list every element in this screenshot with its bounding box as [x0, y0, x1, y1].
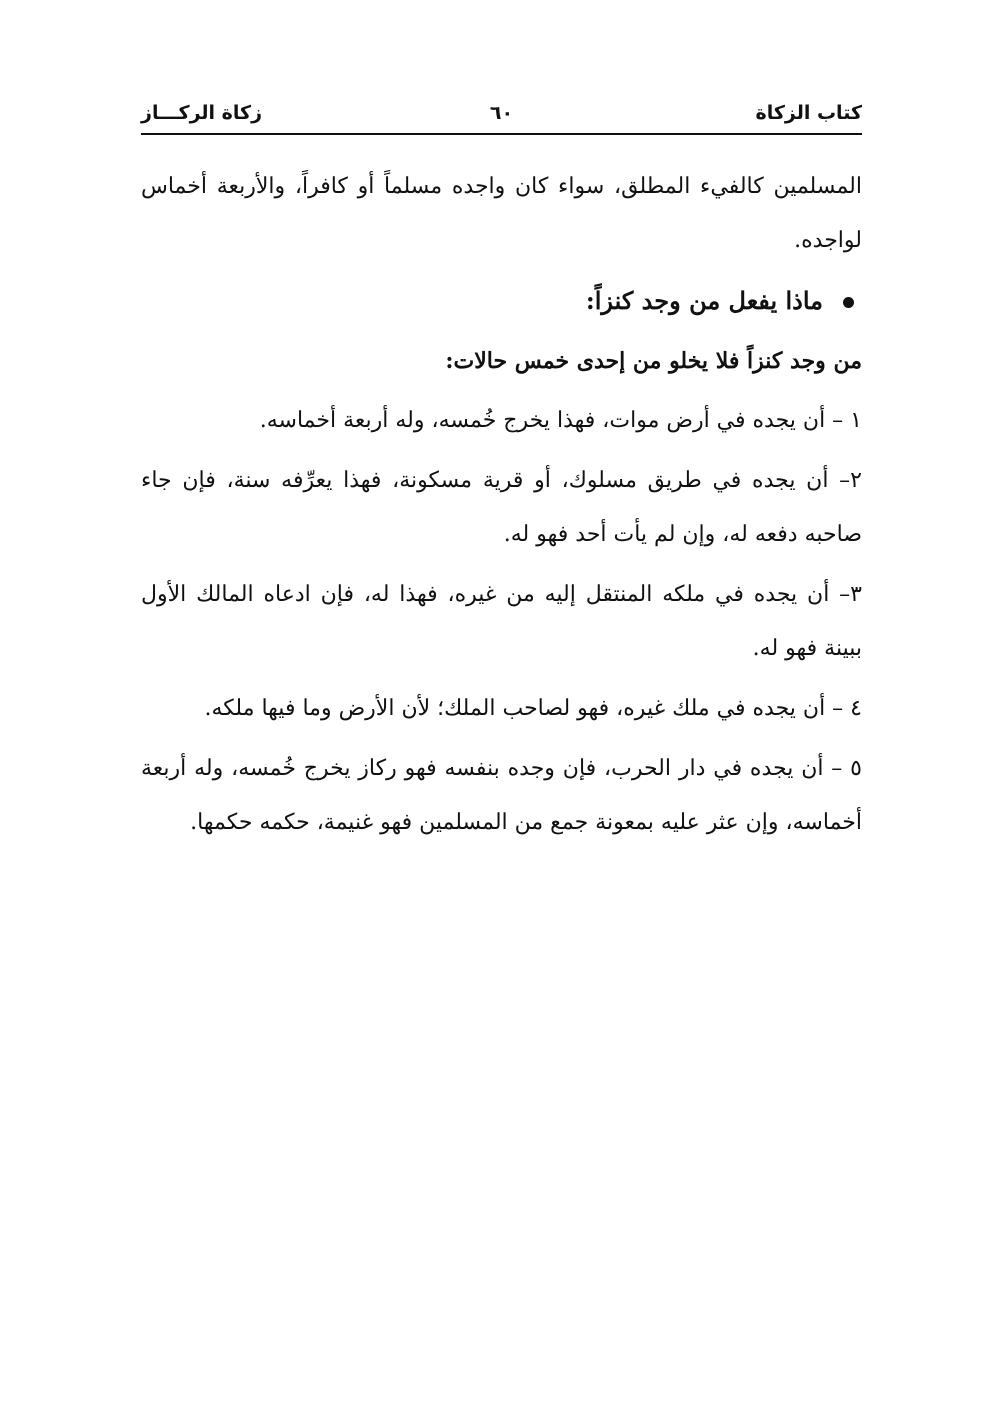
chapter-title: زكاة الركـــاز: [141, 102, 263, 124]
section-heading: [141, 274, 862, 328]
page-body: [141, 160, 862, 856]
intro-paragraph: من وجد كنزاً فلا يخلو من إحدى خمس حالات:: [445, 348, 862, 374]
case-item-4: ٤ – أن يجده في ملك غيره، فهو لصاحب الملك؛ لأن الأرض وما فيها ملكه.: [204, 696, 862, 721]
continuation-paragraph: المسلمين كالفيء المطلق، سواء كان واجده مسلماً أو كافراً، والأربعة أخماس لواجده.: [141, 174, 862, 253]
book-title: كتاب الزكاة: [755, 102, 862, 124]
case-item-1: ١ – أن يجده في أرض موات، فهذا يخرج خُمسه، وله أربعة أخماسه.: [259, 408, 862, 433]
header-divider: [141, 133, 862, 135]
case-item-3: ٣– أن يجده في ملكه المنتقل إليه من غيره، فهذا له، فإن ادعاه المالك الأول ببينة فهو له.: [141, 582, 862, 661]
section-heading-text: ماذا يفعل من وجد كنزاً:: [585, 286, 823, 315]
page-number: ٦٠: [489, 102, 514, 124]
case-item-2: ٢– أن يجده في طريق مسلوك، أو قرية مسكونة، فهذا يعرِّفه سنة، فإن جاء صاحبه دفعه له، وإن لم يأت أحد فهو له.: [141, 468, 862, 547]
running-header: [141, 100, 862, 134]
bullet-icon: [843, 297, 854, 308]
case-item-5: ٥ – أن يجده في دار الحرب، فإن وجده بنفسه فهو ركاز يخرج خُمسه، وله أربعة أخماسه، وإن عثر عليه بمعونة جمع من المسلمين فهو غنيمة، حكمه حكمها.: [141, 756, 862, 835]
